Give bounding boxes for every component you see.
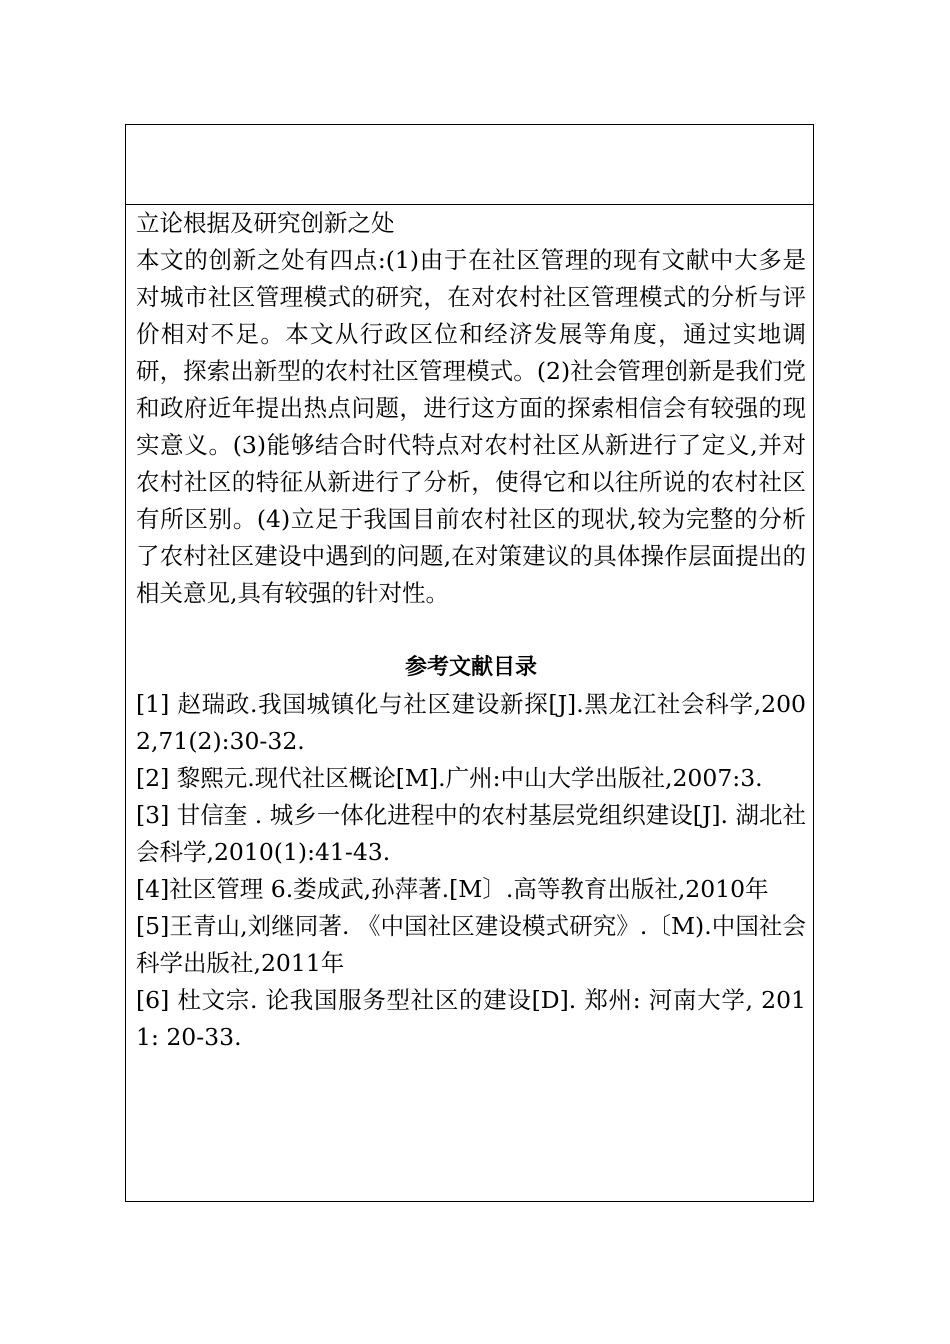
reference-item: [3] 甘信奎 . 城乡一体化进程中的农村基层党组织建设[J]. 湖北社会科学,2010(1):41-43.: [136, 801, 806, 866]
section-heading: 立论根据及研究创新之处: [136, 209, 395, 237]
references-title: 参考文献目录: [404, 655, 537, 680]
innovation-paragraph: 本文的创新之处有四点:(1)由于在社区管理的现有文献中大多是对城市社区管理模式的研究，在对农村社区管理模式的分析与评价相对不足。本文从行政区位和经济发展等角度，通过实地调研，探索出新型的农村社区管理模式。(2)社会管理创新是我们党和政府近年提出热点问题，进行这方面的探索相信会有较强的现实意义。(3)能够结合时代特点对农村社区从新进行了定义,并对农村社区的特征从新进行了分析，使得它和以往所说的农村社区有所区别。(4)立足于我国目前农村社区的现状,较为完整的分析了农村社区建设中遇到的问题,在对策建议的具体操作层面提出的相关意见,具有较强的针对性。: [136, 246, 806, 607]
reference-item: [6] 杜文宗. 论我国服务型社区的建设[D]. 郑州: 河南大学, 2011: 20-33.: [136, 986, 806, 1051]
spacer: [136, 612, 806, 649]
reference-item: [4]社区管理 6.娄成武,孙萍著.[M〕.高等教育出版社,2010年: [136, 875, 769, 903]
empty-header-cell: [126, 125, 813, 205]
reference-item: [2] 黎熙元.现代社区概论[M].广州:中山大学出版社,2007:3.: [136, 764, 763, 792]
references-list: [136, 686, 806, 1056]
document-table: [125, 124, 814, 1202]
reference-item: [1] 赵瑞政.我国城镇化与社区建设新探[J].黑龙江社会科学,2002,71(2):30-32.: [136, 690, 806, 755]
content-cell: [136, 205, 806, 1056]
reference-item: [5]王青山,刘继同著. 《中国社区建设模式研究》.〔M).中国社会科学出版社,2011年: [136, 912, 806, 977]
